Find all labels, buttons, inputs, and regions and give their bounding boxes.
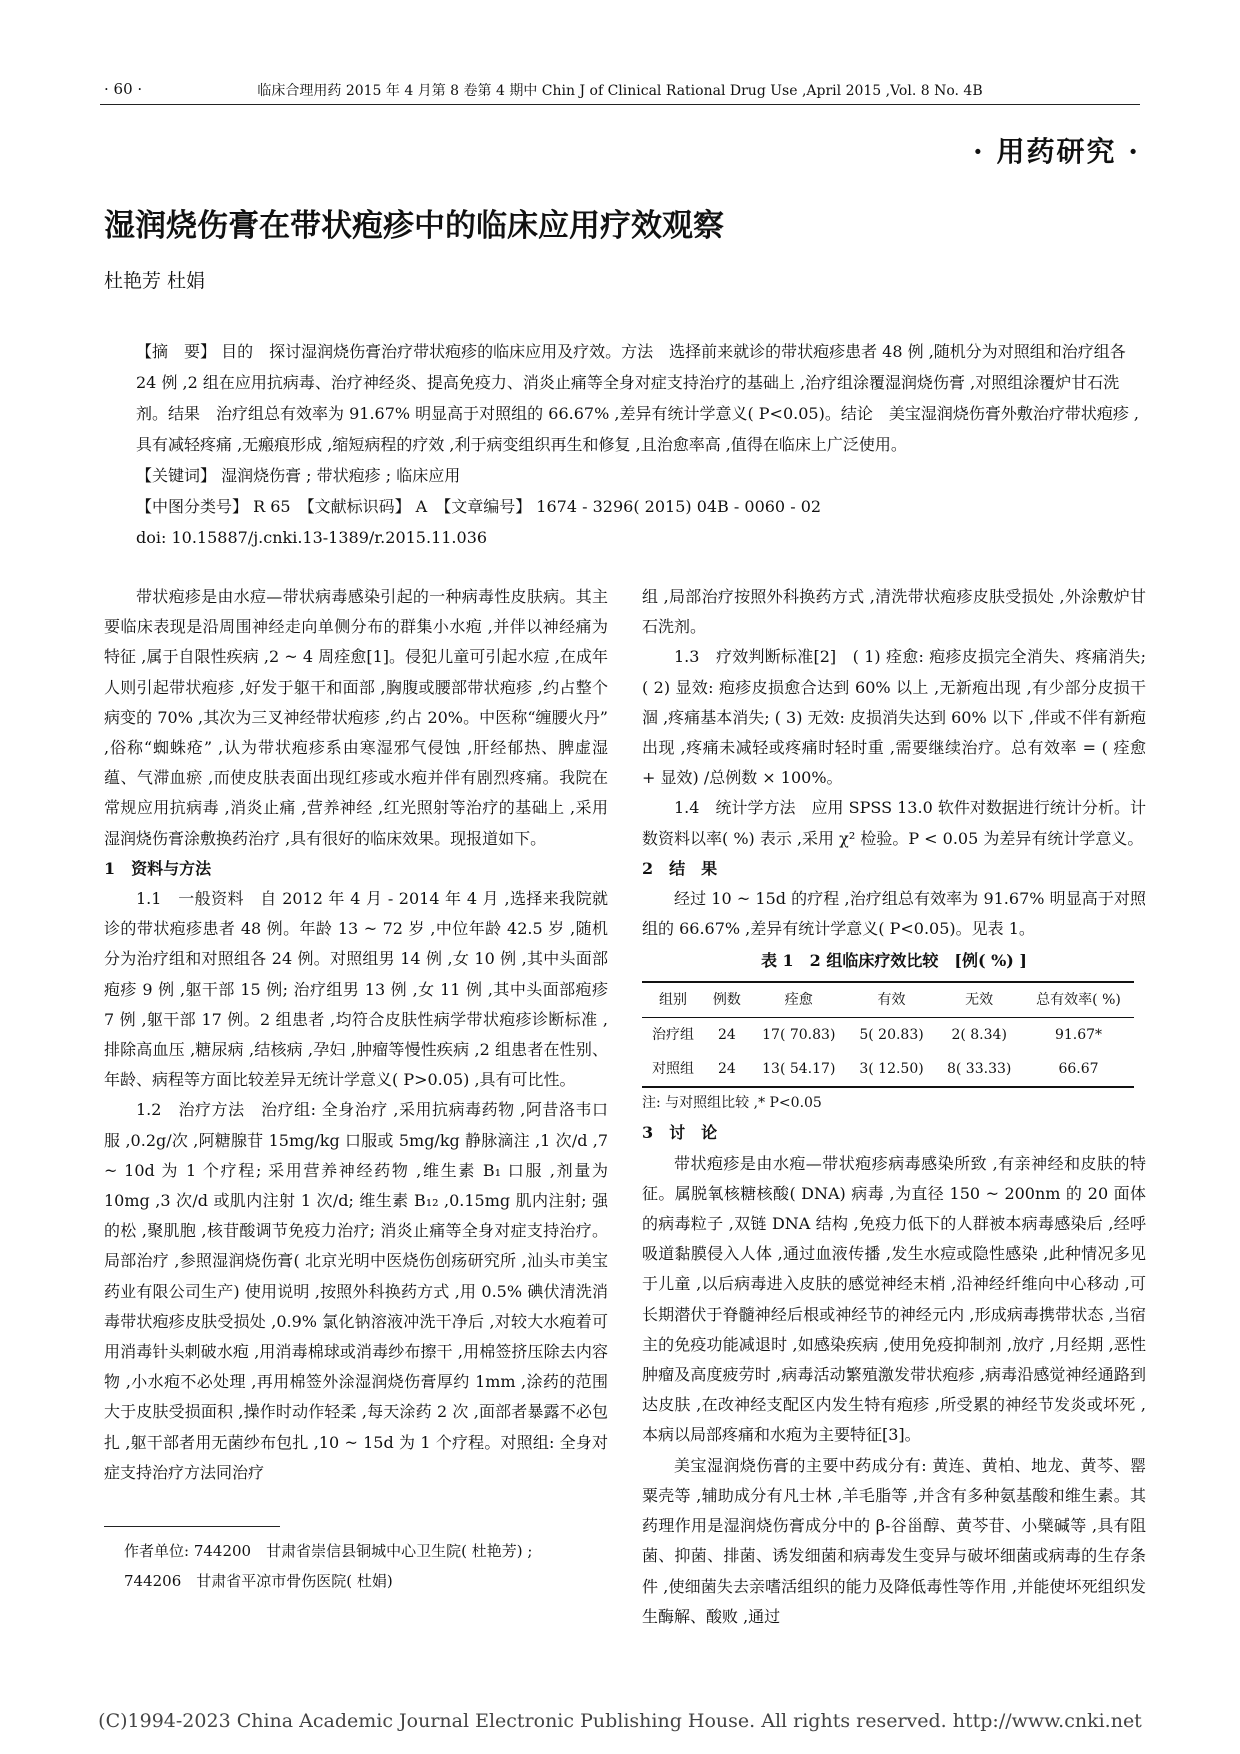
section-heading-3: 3 讨 论 — [642, 1123, 718, 1143]
section-1-2: 1.2 治疗方法 治疗组: 全身治疗 ,采用抗病毒药物 ,阿昔洛韦口服 ,0.2g/次 ,阿糖腺苷 15mg/kg 口服或 5mg/kg 静脉滴注 ,1 次/d ,7 ~ 10d 为 1 个疗程; 采用营养神经药物 ,维生素 B₁ 口服 ,剂量为 10mg ,3 次/d 或肌内注射 1 次/d; 维生素 B₁₂ ,0.15mg 肌内注射; 强的松 ,聚肌胞 ,核苷酸调节免疫力治疗; 消炎止痛等全身对症支持治疗。局部治疗 ,参照湿润烧伤膏( 北京光明中医烧伤创疡研究所 ,汕头市美宝药业有限公司生产) 使用说明 ,按照外科换药方式 ,用 0.5% 碘伏清洗消毒带状疱疹皮肤受损处 ,0.9% 氯化钠溶液冲洗干净后 ,对较大水疱着可用消毒针头刺破水疱 ,用消毒棉球或消毒纱布擦干 ,用棉签挤压除去内容物 ,小水疱不必处理 ,再用棉签外涂湿润烧伤膏厚约 1mm ,涂药的范围大于皮肤受损面积 ,操作时动作轻柔 ,每天涂药 2 次 ,面部者暴露不必包扎 ,躯干部者用无菌纱布包扎 ,10 ~ 15d 为 1 个疗程。对照组: 全身对症支持治疗方法同治疗 — [104, 1100, 608, 1482]
article-title: 湿润烧伤膏在带状疱疹中的临床应用疗效观察 — [104, 208, 724, 244]
section-1-1: 1.1 一般资料 自 2012 年 4 月 - 2014 年 4 月 ,选择来我院就诊的带状疱疹患者 48 例。年龄 13 ~ 72 岁 ,中位年龄 42.5 岁 ,随机分为治疗组和对照组各 24 例。对照组男 14 例 ,女 10 例 ,其中头面部疱疹 9 例 ,躯干部 15 例; 治疗组男 13 例 ,女 11 例 ,其中头面部疱疹 7 例 ,躯干部 17 例。2 组患者 ,均符合皮肤性病学带状疱疹诊断标准 ,排除高血压 ,糖尿病 ,结核病 ,孕妇 ,肿瘤等慢性疾病 ,2 组患者在性别、年龄、病程等方面比较差异无统计学意义( P>0.05) ,具有可比性。 — [104, 889, 608, 1090]
section-1-3: 1.3 疗效判断标准[2] ( 1) 痊愈: 疱疹皮损完全消失、疼痛消失; ( 2) 显效: 疱疹皮损愈合达到 60% 以上 ,无新疱出现 ,有少部分皮损干涸 ,疼痛基本消失; ( 3) 无效: 皮损消失达到 60% 以下 ,伴或不伴有新疱出现 ,疼痛未减轻或疼痛时轻时重 ,需要继续治疗。总有效率 = ( 痊愈 + 显效) /总例数 × 100%。 — [642, 647, 1146, 788]
affiliation-line-2: 744206 甘肃省平凉市骨伤医院( 杜娟) — [124, 1572, 393, 1590]
table-cell: 5( 20.83) — [859, 1026, 924, 1043]
table-header-cell: 总有效率( %) — [1023, 982, 1134, 1018]
author-affiliation — [124, 1536, 624, 1596]
section-heading-1: 1 资料与方法 — [104, 858, 212, 878]
discussion-paragraph-2: 美宝湿润烧伤膏的主要中药成分有: 黄连、黄柏、地龙、黄芩、罂粟壳等 ,辅助成分有凡士林 ,羊毛脂等 ,并含有多种氨基酸和维生素。其药理作用是湿润烧伤膏成分中的 β-谷甾醇、黄芩苷、小檗碱等 ,具有阻菌、抑菌、排菌、诱发细菌和病毒发生变异与破坏细菌或病毒的生存条件 ,使细菌失去亲嗜活组织的能力及降低毒性等作用 ,并能使坏死组织发生酶解、酸败 ,通过 — [642, 1455, 1146, 1626]
table-caption: 表 1 2 组临床疗效比较 [例( %) ] — [760, 951, 1028, 971]
section-label: · 用药研究 · — [973, 135, 1140, 168]
section-1-4: 1.4 统计学方法 应用 SPSS 13.0 软件对数据进行统计分析。计数资料以率( %) 表示 ,采用 χ² 检验。P < 0.05 为差异有统计学意义。 — [642, 798, 1146, 848]
table-cell: 对照组 — [642, 1052, 704, 1087]
section-heading-2: 2 结 果 — [642, 858, 718, 878]
results-paragraph: 经过 10 ~ 15d 的疗程 ,治疗组总有效率为 91.67% 明显高于对照组的 66.67% ,差异有统计学意义( P<0.05)。见表 1。 — [642, 889, 1146, 939]
continued-paragraph: 组 ,局部治疗按照外科换药方式 ,清洗带状疱疹皮肤受损处 ,外涂敷炉甘石洗剂。 — [642, 587, 1146, 637]
left-column — [104, 582, 608, 1488]
table-row — [642, 1052, 1134, 1087]
table-cell: 24 — [718, 1026, 736, 1043]
affiliation-line-1: 作者单位: 744200 甘肃省崇信县铜城中心卫生院( 杜艳芳) ; — [124, 1542, 533, 1560]
doi: doi: 10.15887/j.cnki.13-1389/r.2015.11.036 — [136, 528, 488, 547]
table-cell: 91.67* — [1054, 1026, 1103, 1043]
article-authors: 杜艳芳 杜娟 — [104, 270, 206, 292]
table-cell: 治疗组 — [651, 1026, 694, 1043]
table-cell: 8( 33.33) — [935, 1052, 1023, 1087]
header-rule — [100, 104, 1140, 105]
abstract-text: 【摘 要】 目的 探讨湿润烧伤膏治疗带状疱疹的临床应用及疗效。方法 选择前来就诊的带状疱疹患者 48 例 ,随机分为对照组和治疗组各 24 例 ,2 组在应用抗病毒、治疗神经炎、提高免疫力、消炎止痛等全身对症支持治疗的基础上 ,治疗组涂覆湿润烧伤膏 ,对照组涂覆炉甘石洗剂。结果 治疗组总有效率为 91.67% 明显高于对照组的 66.67% ,差异有统计学意义( P<0.05)。结论 美宝湿润烧伤膏外敷治疗带状疱疹 ,具有减轻疼痛 ,无瘢痕形成 ,缩短病程的疗效 ,利于病变组织再生和修复 ,且治愈率高 ,值得在临床上广泛使用。 — [136, 342, 1139, 454]
abstract-block — [136, 336, 1140, 553]
journal-header: 临床合理用药 2015 年 4 月第 8 卷第 4 期中 Chin J of Clinical Rational Drug Use ,April 2015 ,Vol. 8 No. 4B — [257, 83, 983, 99]
right-column — [642, 582, 1146, 1632]
table-header-cell: 例数 — [704, 982, 750, 1018]
table-note: 注: 与对照组比较 ,* P<0.05 — [642, 1095, 822, 1112]
discussion-paragraph-1: 带状疱疹是由水疱—带状疱疹病毒感染所致 ,有亲神经和皮肤的特征。属脱氧核糖核酸( DNA) 病毒 ,为直径 150 ~ 200nm 的 20 面体的病毒粒子 ,双链 DNA 结构 ,免疫力低下的人群被本病毒感染后 ,经呼吸道黏膜侵入人体 ,通过血液传播 ,发生水痘或隐性感染 ,此种情况多见于儿童 ,以后病毒进入皮肤的感觉神经末梢 ,沿神经纤维向中心移动 ,可长期潜伏于脊髓神经后根或神经节的神经元内 ,形成病毒携带状态 ,当宿主的免疫功能减退时 ,如感染疾病 ,使用免疫抑制剂 ,放疗 ,月经期 ,恶性肿瘤及高度疲劳时 ,病毒活动繁殖激发带状疱疹 ,病毒沿感觉神经通路到达皮肤 ,在改神经支配区内发生特有疱疹 ,所受累的神经节发炎或坏死 ,本病以局部疼痛和水疱为主要特征[3]。 — [642, 1153, 1146, 1445]
table-cell: 66.67 — [1023, 1052, 1134, 1087]
table-header-cell: 有效 — [848, 982, 936, 1018]
page-number: · 60 · — [104, 80, 143, 98]
table-header-cell: 痊愈 — [750, 982, 848, 1018]
table-cell: 17( 70.83) — [762, 1026, 836, 1043]
table-row — [642, 1017, 1134, 1052]
table-cell: 2( 8.34) — [951, 1026, 1007, 1043]
efficacy-table — [642, 981, 1134, 1089]
keywords: 【关键词】 湿润烧伤膏 ; 带状疱疹 ; 临床应用 — [136, 466, 461, 485]
table-header-cell: 组别 — [642, 982, 704, 1018]
intro-paragraph: 带状疱疹是由水痘—带状病毒感染引起的一种病毒性皮肤病。其主要临床表现是沿周围神经走向单侧分布的群集小水疱 ,并伴以神经痛为特征 ,属于自限性疾病 ,2 ~ 4 周痊愈[1]。侵犯儿童可引起水痘 ,在成年人则引起带状疱疹 ,好发于躯干和面部 ,胸腹或腰部带状疱疹 ,约占整个病变的 70% ,其次为三叉神经带状疱疹 ,约占 20%。中医称“缠腰火丹” ,俗称“蜘蛛疮” ,认为带状疱疹系由寒湿邪气侵蚀 ,肝经郁热、脾虚湿蕴、气滞血瘀 ,而使皮肤表面出现红疹或水疱并伴有剧烈疼痛。我院在常规应用抗病毒 ,消炎止痛 ,营养神经 ,红光照射等治疗的基础上 ,采用湿润烧伤膏涂敷换药治疗 ,具有很好的临床效果。现报道如下。 — [104, 587, 608, 848]
table-cell: 13( 54.17) — [750, 1052, 848, 1087]
table-cell: 24 — [704, 1052, 750, 1087]
table-cell: 3( 12.50) — [848, 1052, 936, 1087]
classification: 【中图分类号】 R 65 【文献标识码】 A 【文章编号】 1674 - 3296( 2015) 04B - 0060 - 02 — [136, 497, 822, 516]
table-header-cell: 无效 — [935, 982, 1023, 1018]
footnote-rule — [104, 1526, 280, 1527]
copyright-notice: (C)1994-2023 China Academic Journal Electronic Publishing House. All rights reserved. http://www.cnki.net — [98, 1710, 1142, 1732]
